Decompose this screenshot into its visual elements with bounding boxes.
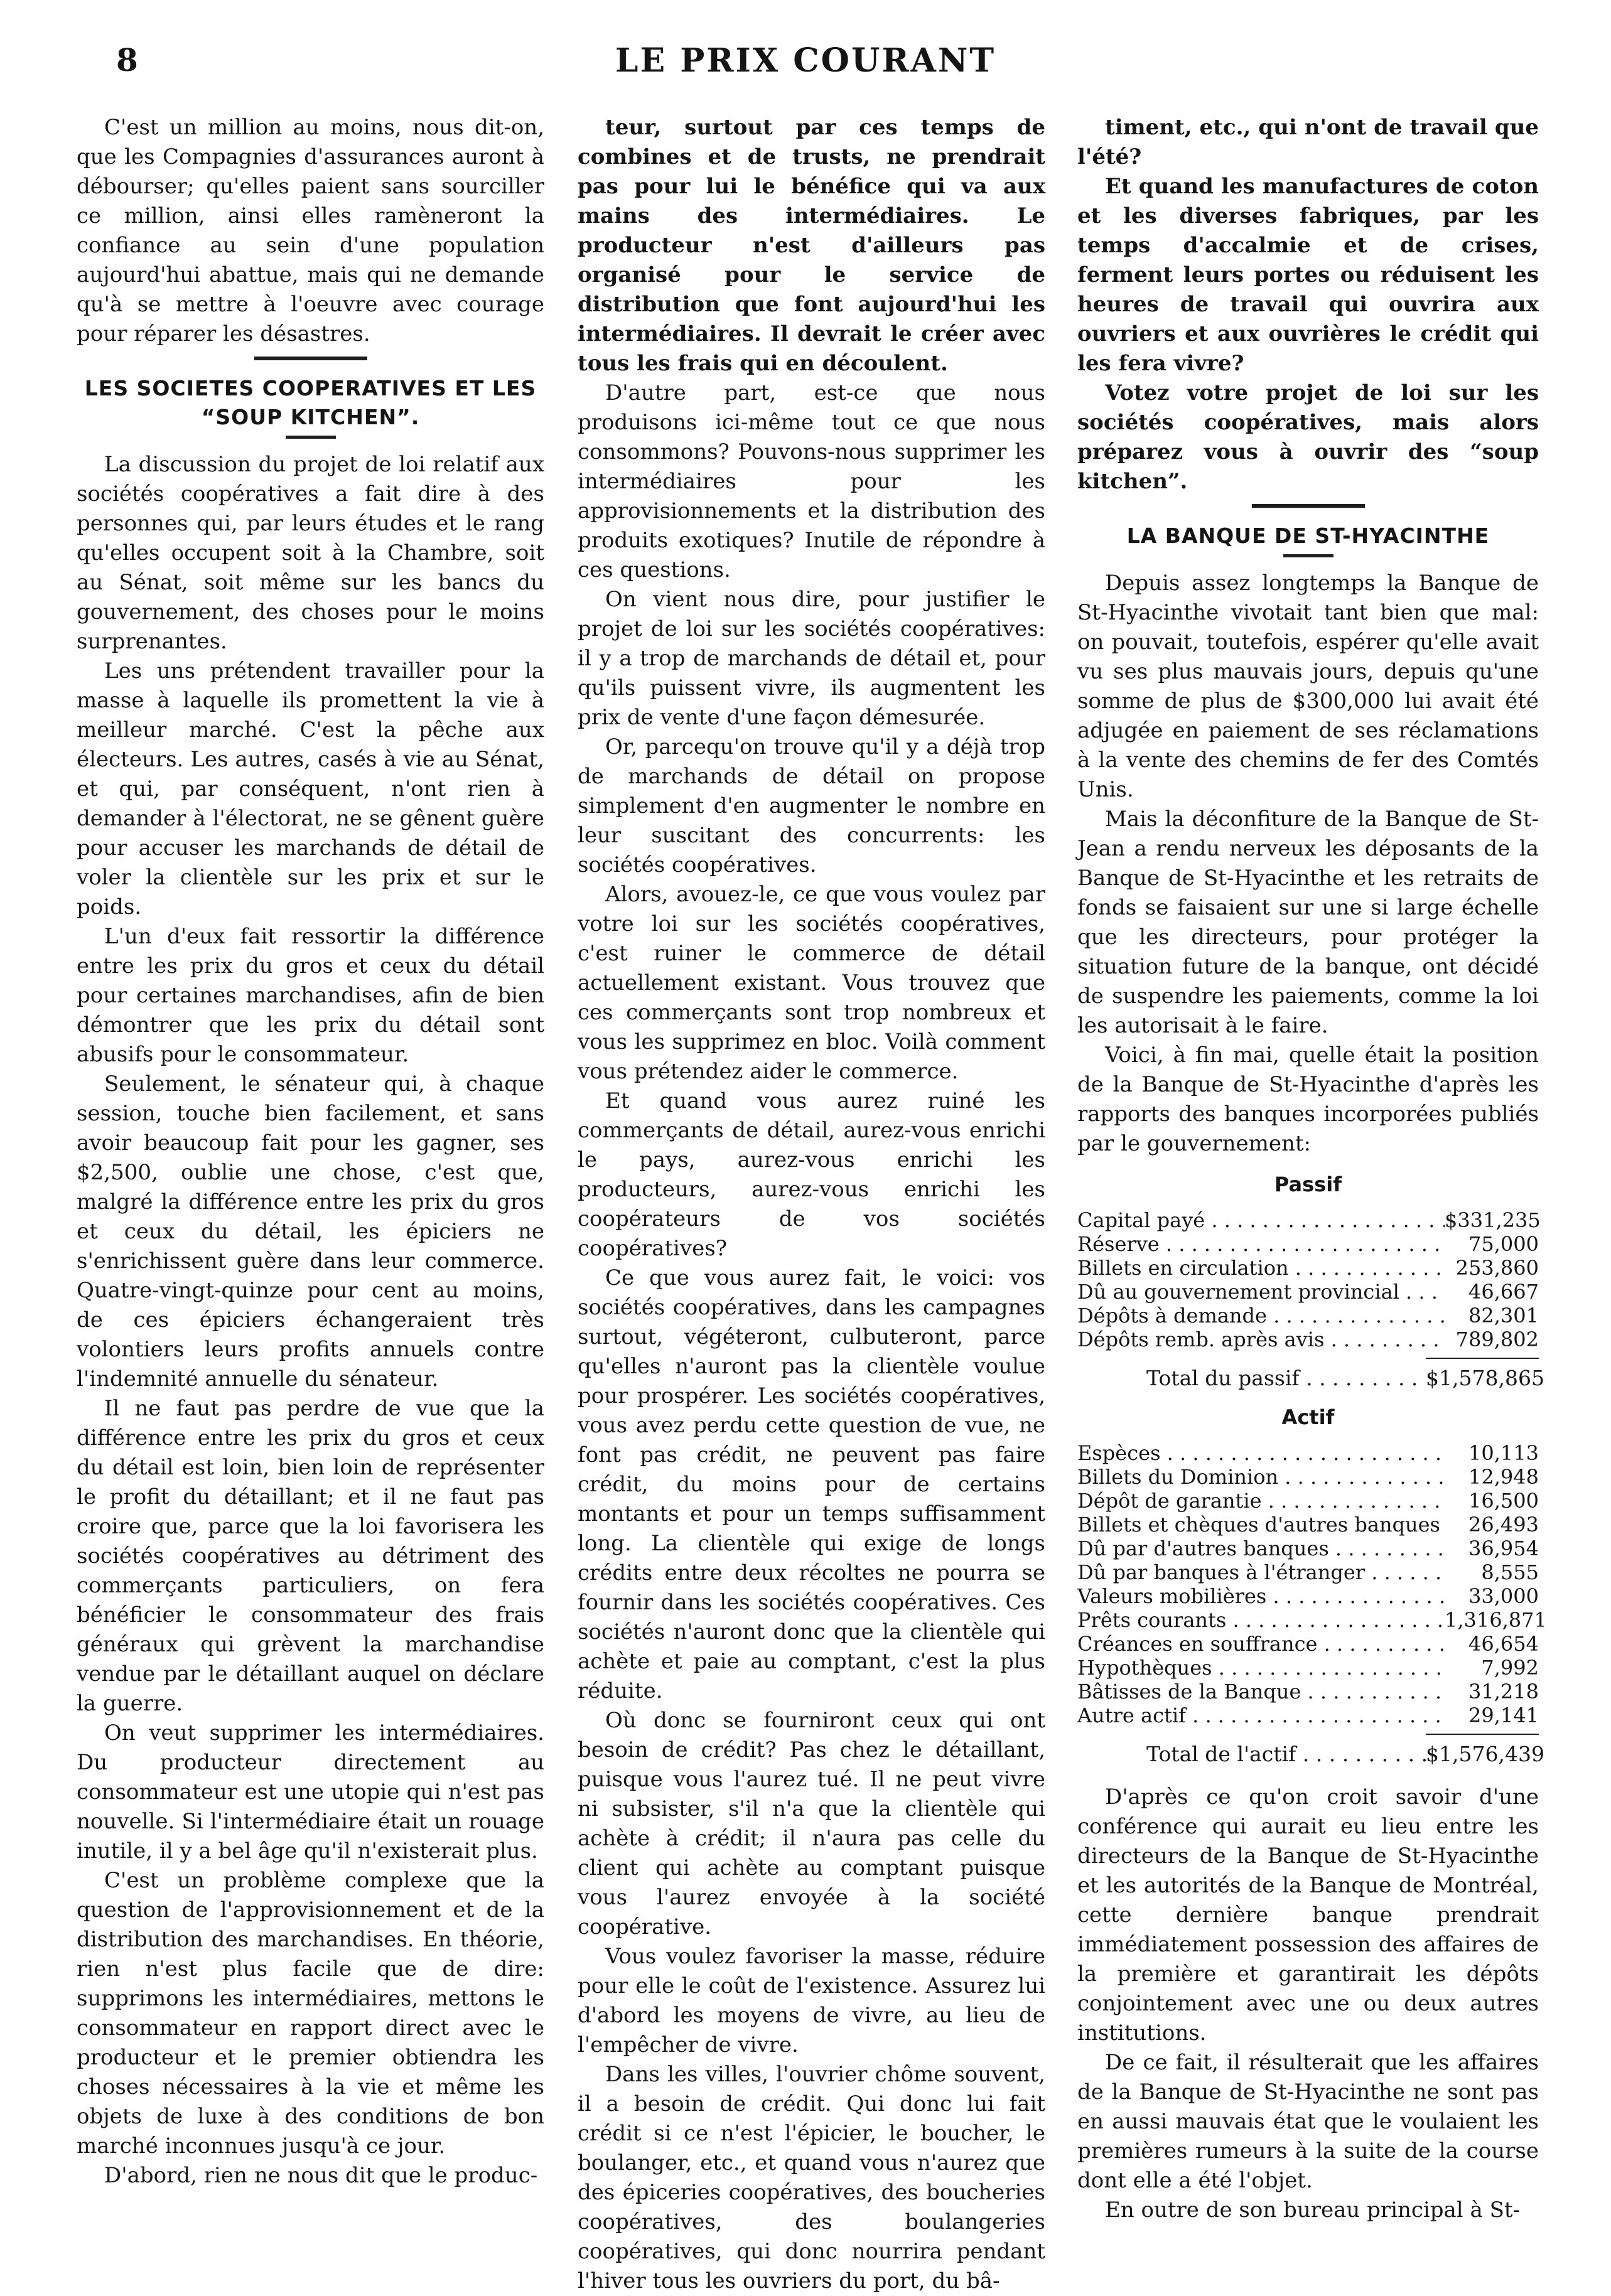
table-row (1077, 1703, 1539, 1727)
table-row (1077, 1680, 1539, 1703)
row-label: Espèces . . . (1077, 1441, 1445, 1465)
row-label: Créances en souffrance . . . (1077, 1632, 1445, 1656)
row-value: 75,000 (1468, 1232, 1539, 1256)
article-closing-banque (1077, 1783, 1539, 2225)
paragraph: Ce que vous aurez fait, le voici: vos sociétés coopératives, dans les campagnes surtout, végéteront, culbuteront, parce qu'elles n'auront pas la clientèle voulue pour prospérer. Les sociétés coopératives, vous avez perdu cette question de vue, ne font pas crédit, ne peuvent pas faire crédit, du moins pour de certains montants et pour un temps suffisamment long. La clientèle qui exige de longs crédits entre deux récoltes ne pourra se fournir dans les sociétés coopératives. Ces sociétés n'auront donc que la clientèle qui achète et paie au comptant, c'est la plus réduite. (578, 1265, 1045, 1703)
paragraph: D'après ce qu'on croit savoir d'une conférence qui aurait eu lieu entre les directeurs de la Banque de St-Hyacinthe et les autorités de la Banque de Montréal, cette dernière banque prendrait immédiatement possession des affaires de la première et garantirait les dépôts conjointement avec une ou deux autres institutions. (1077, 1784, 1539, 2046)
column-3 (1077, 113, 1547, 2225)
paragraph: De ce fait, il résulterait que les affaires de la Banque de St-Hyacinthe ne sont pas en aussi mauvais état que le voulaient les premières rumeurs à la suite de la course dont elle a été l'objet. (1077, 2050, 1539, 2193)
table-row (1077, 1232, 1539, 1256)
intro-text (77, 113, 544, 349)
row-value: 36,954 (1468, 1537, 1539, 1560)
paragraph: En outre de son bureau principal à St- (1105, 2197, 1521, 2223)
passif-total-label: Total du passif . . . (1146, 1365, 1426, 1392)
row-value: 8,555 (1481, 1560, 1539, 1584)
article-ending-bold (1077, 113, 1539, 496)
paragraph: Or, parcequ'on trouve qu'il y a déjà trop de marchands de détail on propose simplement d'en augmenter le nombre en leur suscitant des concurrents: les sociétés coopératives. (578, 734, 1045, 877)
row-value: $331,235 (1445, 1208, 1541, 1232)
paragraph: Depuis assez longtemps la Banque de St-Hyacinthe vivotait tant bien que mal: on pouvait, toutefois, espérer qu'elle avait vu ses plus mauvais jours, depuis qu'une somme de plus de $300,000 lui avait été adjugée en paiement de ses réclamations à la vente des chemins de fer des Comtés Unis. (1077, 571, 1539, 802)
heading-rule (286, 436, 336, 439)
actif-total-label: Total de l'actif . . . (1146, 1741, 1426, 1768)
actif-table (1077, 1441, 1547, 1727)
paragraph: teur, surtout par ces temps de combines et de trusts, ne prendrait pas pour lui le bénéfice qui va aux mains des intermédiaires. Le producteur n'est d'ailleurs pas organisé pour le service de distribution que font aujourd'hui les intermédiaires. Il devrait le créer avec tous les frais qui en découlent. (578, 115, 1045, 376)
paragraph: C'est un million au moins, nous dit-on, que les Compagnies d'assurances auront à débourser; qu'elles paient sans sourciller ce million, ainsi elles ramèneront la confiance au sein d'une population aujourd'hui abattue, mais qui ne demande qu'à se mettre à l'oeuvre avec courage pour réparer les désastres. (77, 115, 544, 346)
table-row (1077, 1328, 1539, 1351)
table-row (1077, 1489, 1539, 1513)
row-label: Dépôts à demande . . . (1077, 1304, 1445, 1328)
paragraph: Et quand les manufactures de coton et les diverses fabriques, par les temps d'accalmie et de crises, ferment leurs portes ou réduisent les heures de travail qui ouvrira aux ouvriers et aux ouvrières le crédit qui les fera vivre? (1077, 174, 1539, 376)
table-row (1077, 1280, 1539, 1304)
passif-title: Passif (1274, 1172, 1342, 1196)
paragraph: Et quand vous aurez ruiné les commerçants de détail, aurez-vous enrichi le pays, aurez-vous enrichi les producteurs, aurez-vous enrichi les coopérateurs de vos sociétés coopératives? (578, 1088, 1045, 1261)
paragraph: timent, etc., qui n'ont de travail que l'été? (1077, 115, 1539, 169)
table-row (1077, 1560, 1539, 1584)
row-value: 46,667 (1468, 1280, 1539, 1304)
total-rule (1426, 1734, 1539, 1735)
paragraph: Les uns prétendent travailler pour la masse à laquelle ils promettent la vie à meilleur marché. C'est la pêche aux électeurs. Les autres, casés à vie au Sénat, et qui, par conséquent, n'ont rien à demander à l'électorat, ne se gênent guère pour accuser les marchands de détail de voler la clientèle sur les prix et sur le poids. (77, 658, 544, 920)
row-label: Dépôt de garantie . . . (1077, 1489, 1445, 1513)
paragraph: Dans les villes, l'ouvrier chôme souvent, il a besoin de crédit. Qui donc lui fait crédit si ce n'est l'épicier, le boucher, le boulanger, etc., et quand vous n'aurez que des épiceries coopératives, des boucheries coopératives, des boulangeries coopératives, qui donc nourrira pendant l'hiver tous les ouvriers du port, du bâ- (578, 2062, 1045, 2293)
passif-total-value: $1,578,865 (1426, 1366, 1544, 1390)
row-label: Billets en circulation . . . (1077, 1256, 1445, 1280)
passif-table (1077, 1208, 1539, 1351)
row-value: 253,860 (1455, 1256, 1539, 1280)
table-row (1077, 1608, 1547, 1632)
article-body-continuation (578, 378, 1045, 2296)
row-value: 1,316,871 (1445, 1608, 1547, 1632)
table-row (1077, 1513, 1539, 1537)
heading-rule (1283, 554, 1334, 557)
row-label: Billets et chèques d'autres banques . . . (1077, 1513, 1445, 1537)
row-value: 7,992 (1481, 1656, 1539, 1680)
row-value: 82,301 (1468, 1304, 1539, 1328)
paragraph: On vient nous dire, pour justifier le projet de loi sur les sociétés coopératives: il y a trop de marchands de détail et, pour qu'ils puissent vivre, ils augmentent les prix de vente d'une façon démesurée. (578, 587, 1045, 730)
row-label: Hypothèques . . . (1077, 1656, 1445, 1680)
actif-total-value: $1,576,439 (1426, 1742, 1544, 1766)
passif-total (1077, 1365, 1544, 1392)
paragraph: Alors, avouez-le, ce que vous voulez par votre loi sur les sociétés coopératives, c'est ruiner le commerce de détail actuellement existant. Vous trouvez que ces commerçants sont trop nombreux et vous les supprimez en bloc. Voilà comment vous prétendez aider le commerce. (578, 882, 1045, 1084)
paragraph: Voici, à fin mai, quelle était la position de la Banque de St-Hyacinthe d'après les rapports des banques incorporées publiés par le gouvernement: (1077, 1043, 1539, 1156)
paragraph: Il ne faut pas perdre de vue que la différence entre les prix du gros et ceux du détail est loin, bien loin de représenter le profit du détaillant; et il ne faut pas croire que, parce que la loi favorisera les sociétés coopératives au détriment des commerçants particuliers, on fera bénéficier le consommateur des frais généraux qui grèvent la marchandise vendue par le détaillant auquel on déclare la guerre. (77, 1396, 544, 1716)
section-divider (1252, 504, 1365, 508)
actif-title: Actif (1281, 1405, 1335, 1429)
row-value: 46,654 (1468, 1632, 1539, 1656)
row-label: Réserve . . . (1077, 1232, 1445, 1256)
row-value: 789,802 (1455, 1328, 1539, 1351)
row-label: Dû par d'autres banques . . . (1077, 1537, 1445, 1560)
row-label: Capital payé . . . (1077, 1208, 1445, 1232)
paragraph: La discussion du projet de loi relatif aux sociétés coopératives a fait dire à des personnes qui, par leurs études et le rang qu'elles occupent soit à la Chambre, soit au Sénat, soit même sur les bancs du gouvernement, des choses pour le moins surprenantes. (77, 452, 544, 654)
page-title: LE PRIX COURANT (615, 41, 996, 80)
table-row (1077, 1256, 1539, 1280)
row-label: Valeurs mobilières . . . (1077, 1584, 1445, 1608)
article-body-banque (1077, 569, 1539, 1159)
paragraph: Où donc se fourniront ceux qui ont besoin de crédit? Pas chez le détaillant, puisque vous l'aurez tué. Il ne peut vivre ni subsister, s'il n'a que la clientèle qui achète à crédit; il n'aura pas celle du client qui achète au comptant puisque vous l'aurez envoyée à la société coopérative. (578, 1708, 1045, 1939)
row-label: Autre actif . . . (1077, 1703, 1445, 1727)
table-row (1077, 1656, 1539, 1680)
paragraph: C'est un problème complexe que la question de l'approvisionnement et de la distribution des marchandises. En théorie, rien n'est plus facile que de dire: supprimons les intermédiaires, mettons le consommateur en rapport direct avec le producteur et le premier obtiendra les choses nécessaires à la vie et même les objets de luxe à des conditions de bon marché inconnues jusqu'à ce jour. (77, 1868, 544, 2159)
row-value: 33,000 (1468, 1584, 1539, 1608)
article-continuation-bold (578, 113, 1045, 378)
page-number: 8 (116, 41, 138, 78)
row-label: Prêts courants . . . (1077, 1608, 1445, 1632)
row-label: Dépôts remb. après avis . . . (1077, 1328, 1445, 1351)
section-divider (254, 357, 367, 360)
row-value: 31,218 (1468, 1680, 1539, 1703)
paragraph: Seulement, le sénateur qui, à chaque session, touche bien facilement, et sans avoir beaucoup fait pour les gagner, ses $2,500, oublie une chose, c'est que, malgré la différence entre les prix du gros et ceux du détail, les épiciers ne s'enrichissent guère dans leur commerce. Quatre-vingt-quinze pour cent au moins, de ces épiciers échangeraient très volontiers leurs profits annuels contre l'indemnité annuelle du sénateur. (77, 1071, 544, 1392)
table-row (1077, 1584, 1539, 1608)
actif-total (1077, 1741, 1544, 1768)
paragraph: L'un d'eux fait ressortir la différence entre les prix du gros et ceux du détail pour certaines marchandises, afin de bien démontrer que les prix du détail sont abusifs pour le consommateur. (77, 924, 544, 1067)
table-row (1077, 1465, 1539, 1489)
table-row (1077, 1632, 1539, 1656)
total-rule (1426, 1358, 1539, 1359)
table-row (1077, 1304, 1539, 1328)
table-row (1077, 1208, 1539, 1232)
row-value: 16,500 (1468, 1489, 1539, 1513)
row-label: Bâtisses de la Banque . . . (1077, 1680, 1445, 1703)
row-value: 12,948 (1468, 1465, 1539, 1489)
paragraph: Mais la déconfiture de la Banque de St-Jean a rendu nerveux les déposants de la Banque de St-Hyacinthe et les retraits de fonds se faisaient sur une si large échelle que les directeurs, pour protéger la situation future de la banque, ont décidé de suspendre les paiements, comme la loi les autorisait à le faire. (1077, 807, 1539, 1038)
paragraph: Votez votre projet de loi sur les sociétés coopératives, mais alors préparez vous à ouvrir des “soup kitchen”. (1077, 380, 1539, 494)
row-value: 29,141 (1468, 1703, 1539, 1727)
article-body-cooperatives (77, 450, 544, 2191)
row-label: Billets du Dominion . . . (1077, 1465, 1445, 1489)
paragraph: D'autre part, est-ce que nous produisons ici-même tout ce que nous consommons? Pouvons-nous supprimer les intermédiaires pour les approvisionnements et la distribution des produits exotiques? Inutile de répondre à ces questions. (578, 380, 1045, 582)
article-heading-banque: LA BANQUE DE ST-HYACINTHE (1126, 523, 1490, 548)
table-row (1077, 1537, 1539, 1560)
spacer (1077, 1768, 1539, 1783)
row-label: Dû par banques à l'étranger . . . (1077, 1560, 1445, 1584)
article-heading-cooperatives: LES SOCIETES COOPERATIVES ET LES “SOUP KITCHEN”. (84, 376, 537, 429)
row-value: 26,493 (1468, 1513, 1539, 1537)
column-2 (578, 113, 1045, 2296)
column-1 (77, 113, 544, 2191)
row-label: Dû au gouvernement provincial . . . (1077, 1280, 1445, 1304)
table-row (1077, 1441, 1539, 1465)
paragraph: On veut supprimer les intermédiaires. Du producteur directement au consommateur est une utopie qui n'est pas nouvelle. Si l'intermédiaire était un rouage inutile, il y a bel âge qu'il n'existerait plus. (77, 1720, 544, 1864)
paragraph: Vous voulez favoriser la masse, réduire pour elle le coût de l'existence. Assurez lui d'abord les moyens de vivre, au lieu de l'empêcher de vivre. (578, 1944, 1045, 2057)
paragraph: D'abord, rien ne nous dit que le produc- (104, 2163, 538, 2188)
row-value: 10,113 (1468, 1441, 1539, 1465)
